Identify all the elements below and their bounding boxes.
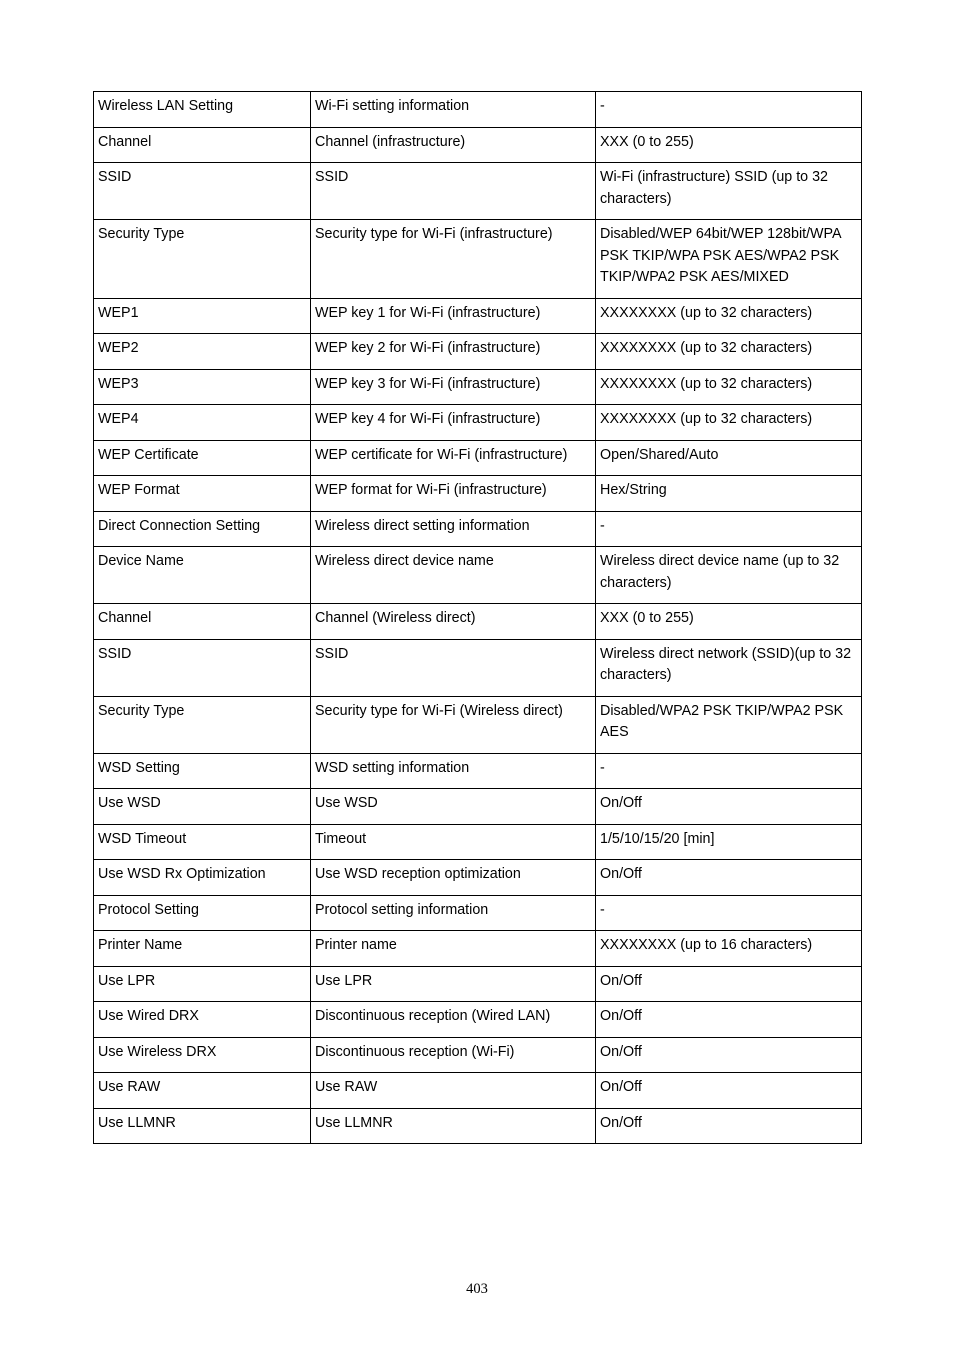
table-cell-values: XXXXXXXX (up to 32 characters) — [596, 369, 862, 405]
table-cell-description: Protocol setting information — [311, 895, 596, 931]
table-cell-description: WEP certificate for Wi-Fi (infrastructure) — [311, 440, 596, 476]
table-cell-setting: Use WSD — [94, 789, 311, 825]
table-cell-values: Wireless direct device name (up to 32 characters) — [596, 547, 862, 604]
table-cell-description: Wireless direct device name — [311, 547, 596, 604]
table-cell-description: WEP key 2 for Wi-Fi (infrastructure) — [311, 334, 596, 370]
table-cell-values: - — [596, 895, 862, 931]
table-row — [94, 440, 862, 476]
table-row — [94, 369, 862, 405]
table-row — [94, 931, 862, 967]
table-cell-setting: WEP Certificate — [94, 440, 311, 476]
table-row — [94, 298, 862, 334]
table-cell-description: Use RAW — [311, 1073, 596, 1109]
table-cell-description: WEP key 4 for Wi-Fi (infrastructure) — [311, 405, 596, 441]
table-row — [94, 860, 862, 896]
table-cell-values: XXXXXXXX (up to 32 characters) — [596, 334, 862, 370]
table-cell-values: On/Off — [596, 1108, 862, 1144]
table-cell-values: On/Off — [596, 1002, 862, 1038]
table-row — [94, 966, 862, 1002]
table-cell-values: Wi-Fi (infrastructure) SSID (up to 32 characters) — [596, 163, 862, 220]
table-row — [94, 334, 862, 370]
table-cell-setting: Security Type — [94, 696, 311, 753]
table-cell-description: SSID — [311, 639, 596, 696]
table-row — [94, 92, 862, 128]
table-cell-description: Channel (infrastructure) — [311, 127, 596, 163]
table-cell-values: XXXXXXXX (up to 32 characters) — [596, 298, 862, 334]
table-cell-values: On/Off — [596, 860, 862, 896]
table-row — [94, 1108, 862, 1144]
table-cell-values: Disabled/WPA2 PSK TKIP/WPA2 PSK AES — [596, 696, 862, 753]
table-cell-setting: WEP Format — [94, 476, 311, 512]
settings-table-body — [94, 92, 862, 1144]
table-cell-values: Open/Shared/Auto — [596, 440, 862, 476]
table-cell-values: - — [596, 753, 862, 789]
table-cell-values: XXX (0 to 255) — [596, 127, 862, 163]
table-row — [94, 127, 862, 163]
table-cell-description: Use LLMNR — [311, 1108, 596, 1144]
table-cell-values: - — [596, 92, 862, 128]
table-row — [94, 824, 862, 860]
table-cell-setting: Use WSD Rx Optimization — [94, 860, 311, 896]
table-cell-description: Discontinuous reception (Wi-Fi) — [311, 1037, 596, 1073]
table-cell-values: XXXXXXXX (up to 32 characters) — [596, 405, 862, 441]
table-cell-description: Timeout — [311, 824, 596, 860]
table-cell-description: WEP format for Wi-Fi (infrastructure) — [311, 476, 596, 512]
table-row — [94, 476, 862, 512]
table-cell-description: Printer name — [311, 931, 596, 967]
table-cell-values: XXXXXXXX (up to 16 characters) — [596, 931, 862, 967]
table-row — [94, 511, 862, 547]
table-cell-setting: Use LLMNR — [94, 1108, 311, 1144]
table-row — [94, 604, 862, 640]
table-cell-description: SSID — [311, 163, 596, 220]
table-cell-setting: WEP1 — [94, 298, 311, 334]
table-cell-description: Wireless direct setting information — [311, 511, 596, 547]
table-cell-values: Disabled/WEP 64bit/WEP 128bit/WPA PSK TKIP/WPA PSK AES/WPA2 PSK TKIP/WPA2 PSK AES/MIXED — [596, 220, 862, 299]
table-cell-setting: WEP2 — [94, 334, 311, 370]
table-row — [94, 789, 862, 825]
table-cell-description: Channel (Wireless direct) — [311, 604, 596, 640]
table-cell-setting: Wireless LAN Setting — [94, 92, 311, 128]
page-number: 403 — [466, 1281, 488, 1297]
table-cell-setting: Channel — [94, 604, 311, 640]
table-cell-values: Wireless direct network (SSID)(up to 32 characters) — [596, 639, 862, 696]
table-row — [94, 1073, 862, 1109]
table-row — [94, 895, 862, 931]
table-row — [94, 753, 862, 789]
table-cell-description: WSD setting information — [311, 753, 596, 789]
table-cell-values: XXX (0 to 255) — [596, 604, 862, 640]
table-cell-values: On/Off — [596, 1037, 862, 1073]
table-cell-values: - — [596, 511, 862, 547]
table-row — [94, 1037, 862, 1073]
table-row — [94, 163, 862, 220]
table-cell-setting: Security Type — [94, 220, 311, 299]
table-row — [94, 220, 862, 299]
table-cell-setting: WEP3 — [94, 369, 311, 405]
table-row — [94, 696, 862, 753]
table-row — [94, 547, 862, 604]
table-cell-description: Use LPR — [311, 966, 596, 1002]
table-cell-setting: Channel — [94, 127, 311, 163]
table-cell-description: Use WSD reception optimization — [311, 860, 596, 896]
table-cell-setting: SSID — [94, 163, 311, 220]
table-cell-setting: Use LPR — [94, 966, 311, 1002]
table-cell-values: 1/5/10/15/20 [min] — [596, 824, 862, 860]
table-cell-values: On/Off — [596, 966, 862, 1002]
table-cell-description: Security type for Wi-Fi (Wireless direct) — [311, 696, 596, 753]
table-cell-description: Wi-Fi setting information — [311, 92, 596, 128]
table-cell-description: Discontinuous reception (Wired LAN) — [311, 1002, 596, 1038]
table-cell-setting: Use Wireless DRX — [94, 1037, 311, 1073]
table-cell-setting: WSD Setting — [94, 753, 311, 789]
table-row — [94, 639, 862, 696]
table-cell-setting: Device Name — [94, 547, 311, 604]
table-cell-description: Security type for Wi-Fi (infrastructure) — [311, 220, 596, 299]
table-cell-description: WEP key 3 for Wi-Fi (infrastructure) — [311, 369, 596, 405]
table-row — [94, 405, 862, 441]
settings-table — [93, 91, 862, 1144]
table-cell-description: WEP key 1 for Wi-Fi (infrastructure) — [311, 298, 596, 334]
table-cell-setting: SSID — [94, 639, 311, 696]
table-row — [94, 1002, 862, 1038]
table-cell-setting: WEP4 — [94, 405, 311, 441]
table-cell-setting: Use Wired DRX — [94, 1002, 311, 1038]
table-cell-values: Hex/String — [596, 476, 862, 512]
table-cell-setting: Use RAW — [94, 1073, 311, 1109]
table-cell-setting: Protocol Setting — [94, 895, 311, 931]
table-cell-setting: Direct Connection Setting — [94, 511, 311, 547]
table-cell-setting: Printer Name — [94, 931, 311, 967]
table-cell-setting: WSD Timeout — [94, 824, 311, 860]
table-cell-description: Use WSD — [311, 789, 596, 825]
table-cell-values: On/Off — [596, 789, 862, 825]
table-cell-values: On/Off — [596, 1073, 862, 1109]
